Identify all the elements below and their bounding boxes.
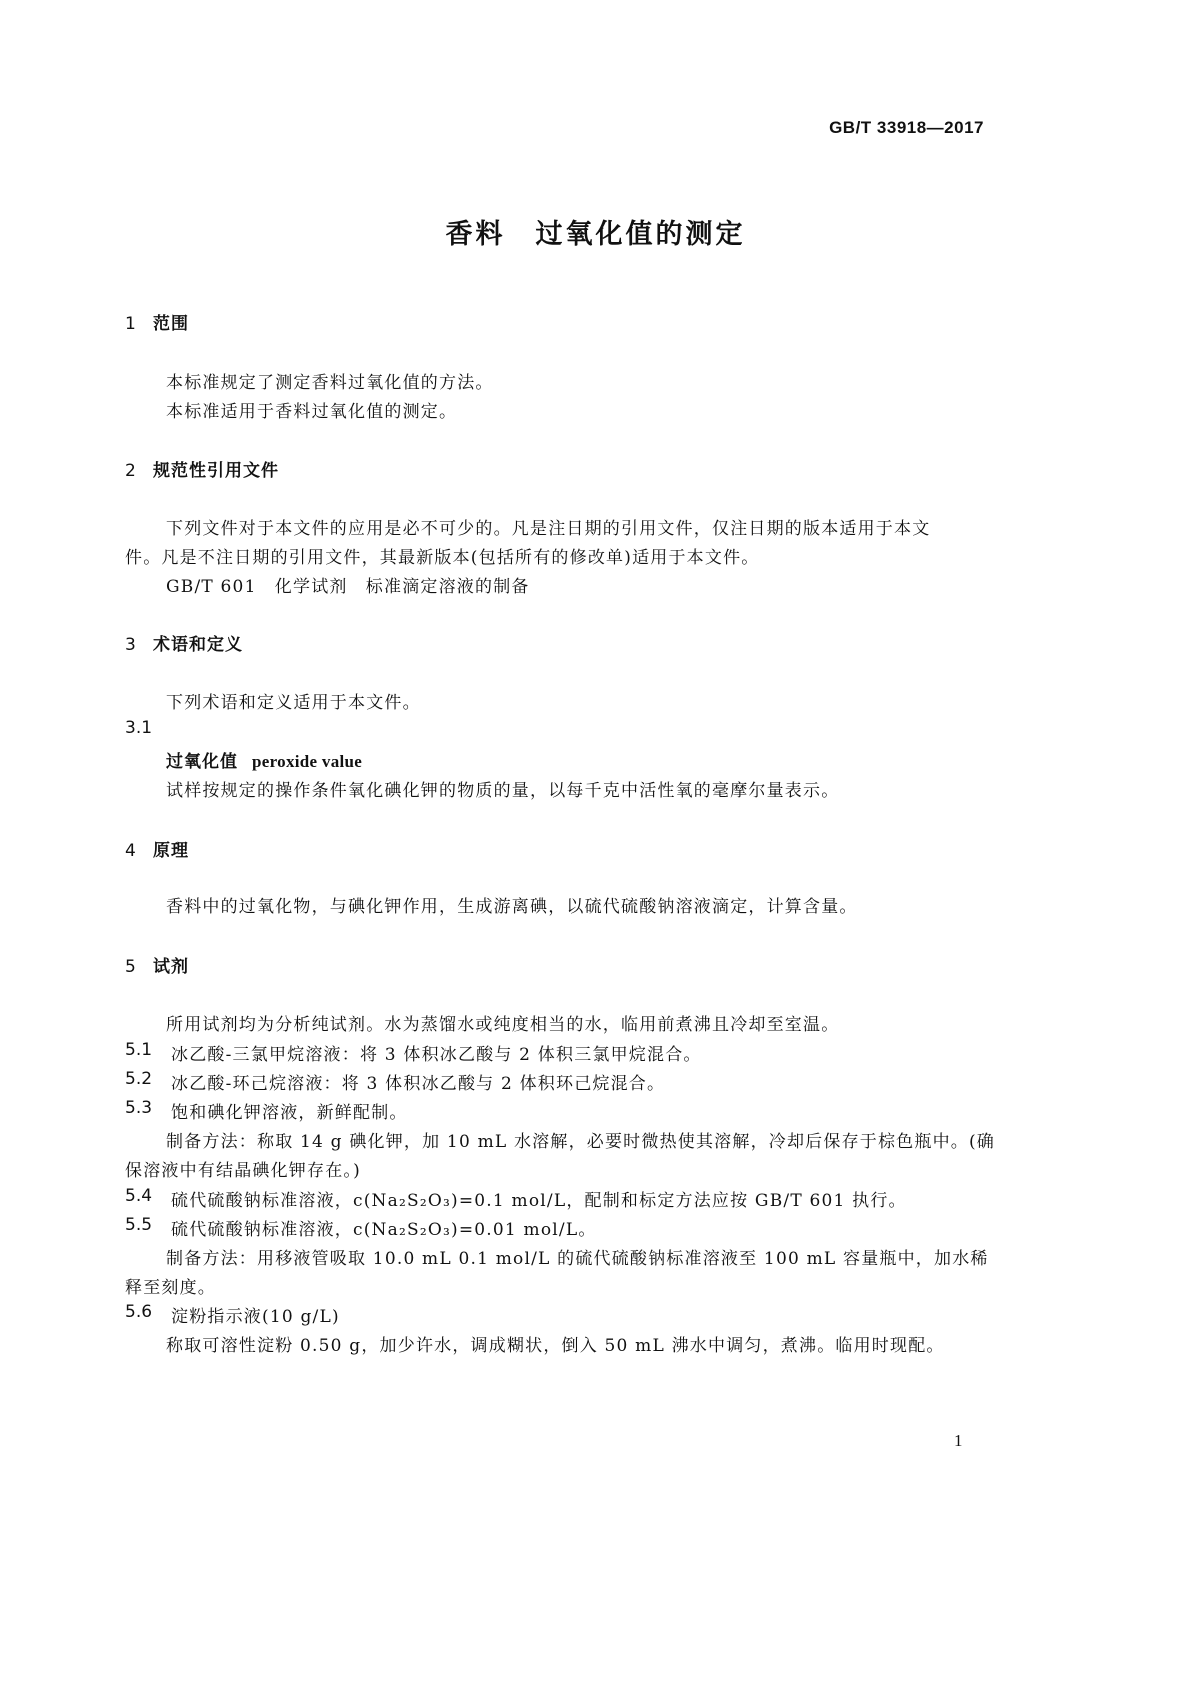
reagent-number: 5.5 xyxy=(125,1215,153,1235)
section-4-heading xyxy=(125,836,189,861)
reagent-number: 5.2 xyxy=(125,1069,153,1089)
section-5-heading xyxy=(125,952,189,977)
section-2-heading xyxy=(125,456,279,481)
reagent-number: 5.4 xyxy=(125,1186,153,1206)
section-title: 试剂 xyxy=(153,957,189,977)
section-3-heading xyxy=(125,630,243,655)
section-title: 范围 xyxy=(153,314,189,334)
reagent-text: 淀粉指示液(10 g/L) xyxy=(171,1307,340,1327)
reagent-text: 冰乙酸-三氯甲烷溶液：将 3 体积冰乙酸与 2 体积三氯甲烷混合。 xyxy=(171,1045,702,1065)
section-1-paragraph-2: 本标准适用于香料过氧化值的测定。 xyxy=(166,402,458,422)
section-2-paragraph-line-2: 件。凡是不注日期的引用文件，其最新版本(包括所有的修改单)适用于本文件。 xyxy=(125,548,760,568)
preparation-5-3-line-2: 保溶液中有结晶碘化钾存在。) xyxy=(125,1161,361,1181)
reagent-text: 冰乙酸-环己烷溶液：将 3 体积冰乙酸与 2 体积环己烷混合。 xyxy=(171,1074,666,1094)
normative-reference: GB/T 601 化学试剂 标准滴定溶液的制备 xyxy=(166,577,530,597)
reagent-text: 饱和碘化钾溶液，新鲜配制。 xyxy=(171,1103,408,1123)
section-title: 规范性引用文件 xyxy=(153,461,279,481)
section-title: 术语和定义 xyxy=(153,635,243,655)
term-english: peroxide value xyxy=(252,752,363,771)
section-4-paragraph: 香料中的过氧化物，与碘化钾作用，生成游离碘，以硫代硫酸钠溶液滴定，计算含量。 xyxy=(166,897,858,917)
section-title: 原理 xyxy=(153,841,189,861)
page-title: 香料 过氧化值的测定 xyxy=(445,219,746,250)
section-5-intro: 所用试剂均为分析纯试剂。水为蒸馏水或纯度相当的水，临用前煮沸且冷却至室温。 xyxy=(166,1015,840,1035)
section-1-heading xyxy=(125,309,189,334)
term-number: 3.1 xyxy=(125,718,153,738)
reagent-number: 5.6 xyxy=(125,1302,153,1322)
section-number: 4 xyxy=(125,841,137,861)
preparation-5-5-line-2: 释至刻度。 xyxy=(125,1278,216,1298)
reagent-text: 硫代硫酸钠标准溶液，c(Na₂S₂O₃)=0.1 mol/L，配制和标定方法应按 GB/T 601 执行。 xyxy=(171,1191,907,1211)
reagent-text: 硫代硫酸钠标准溶液，c(Na₂S₂O₃)=0.01 mol/L。 xyxy=(171,1220,597,1240)
preparation-5-6: 称取可溶性淀粉 0.50 g，加少许水，调成糊状，倒入 50 mL 沸水中调匀，煮沸。临用时现配。 xyxy=(166,1336,945,1356)
section-number: 5 xyxy=(125,957,137,977)
section-number: 2 xyxy=(125,461,137,481)
preparation-5-5-line-1: 制备方法：用移液管吸取 10.0 mL 0.1 mol/L 的硫代硫酸钠标准溶液至 100 mL 容量瓶中，加水稀 xyxy=(166,1249,989,1269)
section-number: 3 xyxy=(125,635,137,655)
section-number: 1 xyxy=(125,314,137,334)
section-2-paragraph-line-1: 下列文件对于本文件的应用是必不可少的。凡是注日期的引用文件，仅注日期的版本适用于本文 xyxy=(166,519,931,539)
section-1-paragraph-1: 本标准规定了测定香料过氧化值的方法。 xyxy=(166,373,494,393)
reagent-number: 5.1 xyxy=(125,1040,153,1060)
term-entry xyxy=(166,747,362,772)
page-number: 1 xyxy=(954,1431,963,1450)
reagent-number: 5.3 xyxy=(125,1098,153,1118)
section-3-paragraph: 下列术语和定义适用于本文件。 xyxy=(166,693,421,713)
term-chinese: 过氧化值 xyxy=(166,752,238,772)
standard-number: GB/T 33918—2017 xyxy=(829,118,984,137)
term-definition: 试样按规定的操作条件氧化碘化钾的物质的量，以每千克中活性氧的毫摩尔量表示。 xyxy=(166,781,840,801)
preparation-5-3-line-1: 制备方法：称取 14 g 碘化钾，加 10 mL 水溶解，必要时微热使其溶解，冷却后保存于棕色瓶中。(确 xyxy=(166,1132,996,1152)
